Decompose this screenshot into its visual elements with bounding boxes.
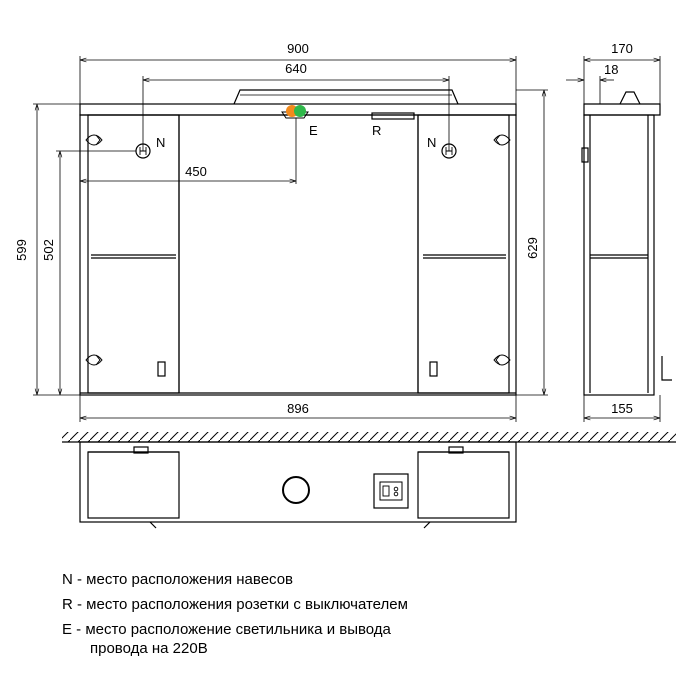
- legend-n: N - место расположения навесов: [62, 571, 294, 588]
- legend-e: E - место расположение светильника и вывода: [62, 621, 391, 638]
- dim-height-right: 629: [525, 237, 540, 259]
- dim-cabinet-width: 896: [287, 401, 309, 416]
- left-door: [88, 115, 179, 393]
- dim-base-depth: 155: [611, 401, 633, 416]
- legend-r: R - место расположения розетки с выключателем: [62, 596, 408, 613]
- dim-height-left: 599: [14, 239, 29, 261]
- legend-e-continued: провода на 220В: [90, 640, 208, 657]
- dim-light-offset: 450: [185, 164, 207, 179]
- light-fixture-icon: [282, 105, 308, 118]
- marker-hanger-left: N: [156, 135, 166, 150]
- marker-hanger-right: N: [427, 135, 437, 150]
- dim-side-depth: 170: [611, 41, 633, 56]
- front-view: [80, 90, 516, 395]
- side-hanger: [582, 148, 588, 162]
- lamp-housing: [234, 90, 458, 104]
- light-green: [294, 105, 306, 117]
- wall-section: [62, 432, 676, 442]
- socket-top-icon: [374, 474, 408, 508]
- right-door: [418, 115, 509, 393]
- dim-top-step: 18: [604, 62, 619, 77]
- marker-light: E: [309, 123, 318, 138]
- side-dimensions: [566, 56, 660, 422]
- marker-socket: R: [372, 123, 382, 138]
- lock-left: [158, 362, 165, 376]
- hinge-icon: [494, 135, 510, 365]
- side-lamp: [620, 92, 640, 104]
- dim-light-span: 640: [285, 61, 307, 76]
- lock-right: [430, 362, 437, 376]
- socket-mark: [372, 113, 414, 119]
- side-handle: [662, 356, 672, 380]
- dim-overall-width: 900: [287, 41, 309, 56]
- side-view: [582, 92, 672, 395]
- top-view: [80, 442, 516, 528]
- dim-height-inner: 502: [41, 239, 56, 261]
- legend: [62, 570, 408, 658]
- light-top-icon: [283, 477, 309, 503]
